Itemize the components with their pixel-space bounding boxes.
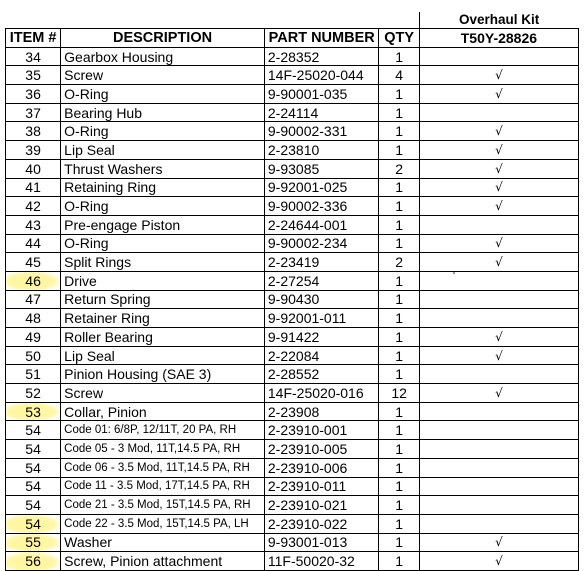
description: Lip Seal <box>61 141 265 160</box>
table-row <box>6 271 579 290</box>
parts-list-sheet <box>5 12 579 571</box>
kit-check <box>419 47 578 66</box>
description: Drive <box>61 271 265 290</box>
kit-check <box>419 103 578 122</box>
item-number: 37 <box>6 103 61 122</box>
item-number: 51 <box>6 365 61 384</box>
table-row <box>6 514 579 533</box>
table-row <box>6 66 579 85</box>
stray-mark <box>453 272 455 274</box>
item-number: 52 <box>6 384 61 403</box>
table-row <box>6 47 579 66</box>
parts-rows <box>6 47 579 570</box>
table-row <box>6 234 579 253</box>
quantity: 1 <box>379 440 419 459</box>
description: Bearing Hub <box>61 103 265 122</box>
quantity: 1 <box>379 271 419 290</box>
item-number: 35 <box>6 66 61 85</box>
header-spacer <box>6 12 420 29</box>
table-row <box>6 253 579 272</box>
kit-check <box>419 309 578 328</box>
quantity: 1 <box>379 365 419 384</box>
table-row <box>6 477 579 496</box>
part-number: 14F-25020-044 <box>264 66 379 85</box>
part-number: 2-27254 <box>264 271 379 290</box>
item-number: 56 <box>6 552 61 571</box>
part-number: 14F-25020-016 <box>264 384 379 403</box>
part-number: 2-24114 <box>264 103 379 122</box>
kit-check: √ <box>419 328 578 347</box>
part-number: 2-23910-011 <box>264 477 379 496</box>
part-number: 9-92001-025 <box>264 178 379 197</box>
kit-check: √ <box>419 85 578 104</box>
kit-check <box>419 421 578 440</box>
description: Lip Seal <box>61 346 265 365</box>
table-row <box>6 552 579 571</box>
part-number: 2-23910-001 <box>264 421 379 440</box>
table-row <box>6 421 579 440</box>
description: Retaining Ring <box>61 178 265 197</box>
item-number: 45 <box>6 253 61 272</box>
table-row <box>6 458 579 477</box>
quantity: 1 <box>379 178 419 197</box>
part-number: 9-92001-011 <box>264 309 379 328</box>
col-kit-number: T50Y-28826 <box>419 29 578 48</box>
kit-check <box>419 514 578 533</box>
kit-header-row <box>6 12 579 29</box>
quantity: 1 <box>379 47 419 66</box>
part-number: 2-23419 <box>264 253 379 272</box>
description: Screw <box>61 66 265 85</box>
kit-check: √ <box>419 122 578 141</box>
description: Gearbox Housing <box>61 47 265 66</box>
description: O-Ring <box>61 85 265 104</box>
quantity: 2 <box>379 253 419 272</box>
description: Code 06 - 3.5 Mod, 11T,14.5 PA, RH <box>61 458 265 477</box>
item-number: 54 <box>6 440 61 459</box>
kit-check: √ <box>419 384 578 403</box>
description: Collar, Pinion <box>61 402 265 421</box>
quantity: 1 <box>379 215 419 234</box>
description: Code 21 - 3.5 Mod, 15T,14.5 PA, RH <box>61 496 265 515</box>
col-item: ITEM # <box>6 29 61 48</box>
quantity: 12 <box>379 384 419 403</box>
part-number: 2-23910-005 <box>264 440 379 459</box>
kit-check: √ <box>419 159 578 178</box>
table-row <box>6 402 579 421</box>
part-number: 9-90430 <box>264 290 379 309</box>
table-row <box>6 384 579 403</box>
quantity: 1 <box>379 402 419 421</box>
quantity: 1 <box>379 514 419 533</box>
kit-check <box>419 402 578 421</box>
overhaul-kit-title: Overhaul Kit <box>419 12 578 29</box>
quantity: 1 <box>379 122 419 141</box>
kit-check: √ <box>419 253 578 272</box>
description: Split Rings <box>61 253 265 272</box>
description: Washer <box>61 533 265 552</box>
kit-check: √ <box>419 197 578 216</box>
kit-check <box>419 477 578 496</box>
col-qty: QTY <box>379 29 419 48</box>
description: Code 01: 6/8P, 12/11T, 20 PA, RH <box>61 421 265 440</box>
quantity: 1 <box>379 496 419 515</box>
item-number: 47 <box>6 290 61 309</box>
kit-check <box>419 440 578 459</box>
kit-check: √ <box>419 346 578 365</box>
part-number: 9-90002-234 <box>264 234 379 253</box>
part-number: 2-23810 <box>264 141 379 160</box>
quantity: 1 <box>379 197 419 216</box>
item-number: 40 <box>6 159 61 178</box>
quantity: 1 <box>379 421 419 440</box>
kit-check: √ <box>419 141 578 160</box>
item-number: 36 <box>6 85 61 104</box>
kit-check <box>419 458 578 477</box>
table-row <box>6 533 579 552</box>
part-number: 9-91422 <box>264 328 379 347</box>
kit-check: √ <box>419 178 578 197</box>
table-row <box>6 122 579 141</box>
part-number: 2-24644-001 <box>264 215 379 234</box>
part-number: 11F-50020-32 <box>264 552 379 571</box>
kit-check <box>419 271 578 290</box>
kit-check: √ <box>419 533 578 552</box>
description: Return Spring <box>61 290 265 309</box>
description: Code 22 - 3.5 Mod, 15T,14.5 PA, LH <box>61 514 265 533</box>
description: Thrust Washers <box>61 159 265 178</box>
table-row <box>6 496 579 515</box>
part-number: 2-22084 <box>264 346 379 365</box>
table-row <box>6 178 579 197</box>
description: Pinion Housing (SAE 3) <box>61 365 265 384</box>
table-row <box>6 103 579 122</box>
kit-check <box>419 215 578 234</box>
description: Pre-engage Piston <box>61 215 265 234</box>
quantity: 1 <box>379 309 419 328</box>
description: O-Ring <box>61 234 265 253</box>
quantity: 1 <box>379 533 419 552</box>
part-number: 9-93085 <box>264 159 379 178</box>
quantity: 1 <box>379 346 419 365</box>
table-row <box>6 159 579 178</box>
item-number: 42 <box>6 197 61 216</box>
table-row <box>6 141 579 160</box>
description: Retainer Ring <box>61 309 265 328</box>
part-number: 2-28352 <box>264 47 379 66</box>
part-number: 2-23910-006 <box>264 458 379 477</box>
item-number: 54 <box>6 496 61 515</box>
table-row <box>6 85 579 104</box>
quantity: 1 <box>379 290 419 309</box>
quantity: 2 <box>379 159 419 178</box>
part-number: 9-90002-331 <box>264 122 379 141</box>
part-number: 9-90001-035 <box>264 85 379 104</box>
quantity: 1 <box>379 234 419 253</box>
item-number: 41 <box>6 178 61 197</box>
quantity: 1 <box>379 477 419 496</box>
table-row <box>6 346 579 365</box>
part-number: 2-28552 <box>264 365 379 384</box>
item-number: 39 <box>6 141 61 160</box>
parts-table <box>5 12 579 571</box>
description: Code 11 - 3.5 Mod, 17T,14.5 PA, RH <box>61 477 265 496</box>
item-number: 48 <box>6 309 61 328</box>
quantity: 4 <box>379 66 419 85</box>
description: O-Ring <box>61 122 265 141</box>
item-number: 44 <box>6 234 61 253</box>
table-row <box>6 440 579 459</box>
kit-check <box>419 496 578 515</box>
table-row <box>6 328 579 347</box>
col-part-number: PART NUMBER <box>264 29 379 48</box>
kit-check <box>419 365 578 384</box>
table-row <box>6 197 579 216</box>
quantity: 1 <box>379 85 419 104</box>
description: Code 05 - 3 Mod, 11T,14.5 PA, RH <box>61 440 265 459</box>
part-number: 2-23910-021 <box>264 496 379 515</box>
table-row <box>6 290 579 309</box>
item-number: 50 <box>6 346 61 365</box>
kit-check <box>419 290 578 309</box>
item-number: 54 <box>6 477 61 496</box>
table-row <box>6 309 579 328</box>
part-number: 2-23908 <box>264 402 379 421</box>
quantity: 1 <box>379 552 419 571</box>
description: Screw <box>61 384 265 403</box>
item-number: 46 <box>6 271 61 290</box>
item-number: 38 <box>6 122 61 141</box>
item-number: 54 <box>6 458 61 477</box>
description: O-Ring <box>61 197 265 216</box>
item-number: 49 <box>6 328 61 347</box>
kit-check: √ <box>419 552 578 571</box>
item-number: 43 <box>6 215 61 234</box>
table-row <box>6 215 579 234</box>
item-number: 34 <box>6 47 61 66</box>
part-number: 9-90002-336 <box>264 197 379 216</box>
item-number: 55 <box>6 533 61 552</box>
quantity: 1 <box>379 458 419 477</box>
col-description: DESCRIPTION <box>61 29 265 48</box>
item-number: 54 <box>6 421 61 440</box>
column-header-row <box>6 29 579 48</box>
quantity: 1 <box>379 141 419 160</box>
part-number: 2-23910-022 <box>264 514 379 533</box>
quantity: 1 <box>379 103 419 122</box>
part-number: 9-93001-013 <box>264 533 379 552</box>
item-number: 54 <box>6 514 61 533</box>
quantity: 1 <box>379 328 419 347</box>
table-row <box>6 365 579 384</box>
kit-check: √ <box>419 234 578 253</box>
description: Roller Bearing <box>61 328 265 347</box>
kit-check: √ <box>419 66 578 85</box>
item-number: 53 <box>6 402 61 421</box>
description: Screw, Pinion attachment <box>61 552 265 571</box>
